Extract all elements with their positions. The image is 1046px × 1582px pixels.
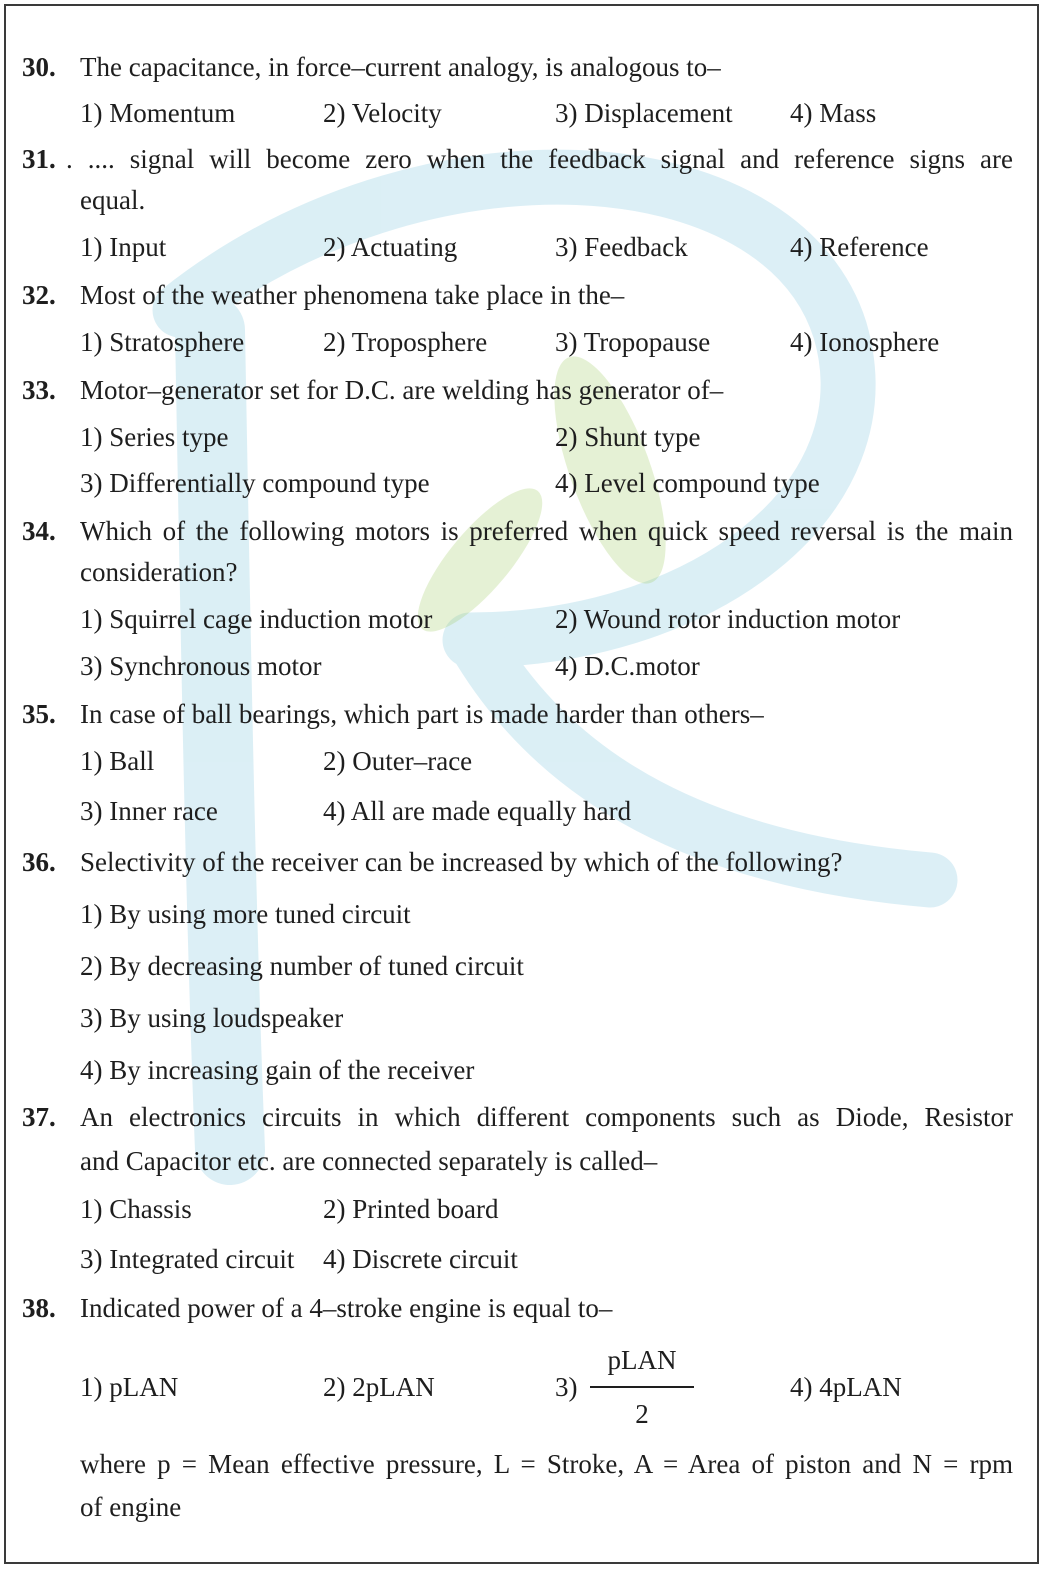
question-text: Selectivity of the receiver can be increased by which of the following? [80,847,843,877]
question-text: Motor–generator set for D.C. are welding has generator of– [80,375,724,405]
option: 2) Troposphere [323,327,488,357]
fraction-numerator: pLAN [607,1345,677,1375]
option: 3) Tropopause [555,327,711,357]
option: 3) By using loudspeaker [80,1003,344,1033]
option: 4) Reference [790,232,929,262]
question-text: . .... signal will become zero when the feedback signal and reference signs are [66,144,1013,174]
option: 4) All are made equally hard [323,796,632,826]
note-text: where p = Mean effective pressure, L = Stroke, A = Area of piston and N = rpm [80,1449,1013,1479]
question-number: 31. [22,144,56,174]
question-number: 36. [22,847,56,877]
question-text: consideration? [80,557,238,587]
question-number: 30. [22,52,56,82]
question-number: 33. [22,375,56,405]
option: 2) Actuating [323,232,458,262]
question-number: 32. [22,280,56,310]
fraction-bar [590,1386,694,1388]
option: 3) Displacement [555,98,733,128]
question-number: 38. [22,1293,56,1323]
note-text: of engine [80,1492,182,1522]
option: 1) pLAN [80,1372,179,1402]
option: 2) 2pLAN [323,1372,435,1402]
option: 4) Ionosphere [790,327,940,357]
option: 1) Chassis [80,1194,192,1224]
option: 4) Mass [790,98,877,128]
fraction-denominator: 2 [635,1399,649,1429]
question-text: An electronics circuits in which different components such as Diode, Resistor [80,1102,1013,1132]
option: 3) Integrated circuit [80,1244,295,1274]
option: 1) Series type [80,422,229,452]
option: 3) [555,1372,578,1402]
option: 1) Momentum [80,98,236,128]
question-text: The capacitance, in force–current analogy, is analogous to– [80,52,721,82]
option: 4) By increasing gain of the receiver [80,1055,475,1085]
option: 4) D.C.motor [555,651,700,681]
question-number: 35. [22,699,56,729]
option: 3) Inner race [80,796,218,826]
option: 2) Printed board [323,1194,499,1224]
option: 4) Level compound type [555,468,820,498]
option: 3) Feedback [555,232,688,262]
option: 1) Stratosphere [80,327,245,357]
question-text: and Capacitor etc. are connected separately is called– [80,1146,658,1176]
question-text: Indicated power of a 4–stroke engine is equal to– [80,1293,613,1323]
option: 1) Squirrel cage induction motor [80,604,433,634]
option: 3) Differentially compound type [80,468,430,498]
question-text: equal. [80,185,146,215]
option: 1) By using more tuned circuit [80,899,411,929]
option: 1) Ball [80,746,155,776]
watermark-r-bowl [180,177,848,640]
option: 2) By decreasing number of tuned circuit [80,951,524,981]
question-number: 37. [22,1102,56,1132]
question-number: 34. [22,516,56,546]
option: 2) Velocity [323,98,442,128]
option: 4) 4pLAN [790,1372,902,1402]
question-text: Most of the weather phenomena take place in the– [80,280,625,310]
question-text: Which of the following motors is preferred when quick speed reversal is the main [80,516,1013,546]
option: 3) Synchronous motor [80,651,322,681]
option: 2) Wound rotor induction motor [555,604,901,634]
option: 2) Shunt type [555,422,701,452]
question-text: In case of ball bearings, which part is made harder than others– [80,699,764,729]
option: 2) Outer–race [323,746,473,776]
option: 1) Input [80,232,167,262]
option: 4) Discrete circuit [323,1244,518,1274]
